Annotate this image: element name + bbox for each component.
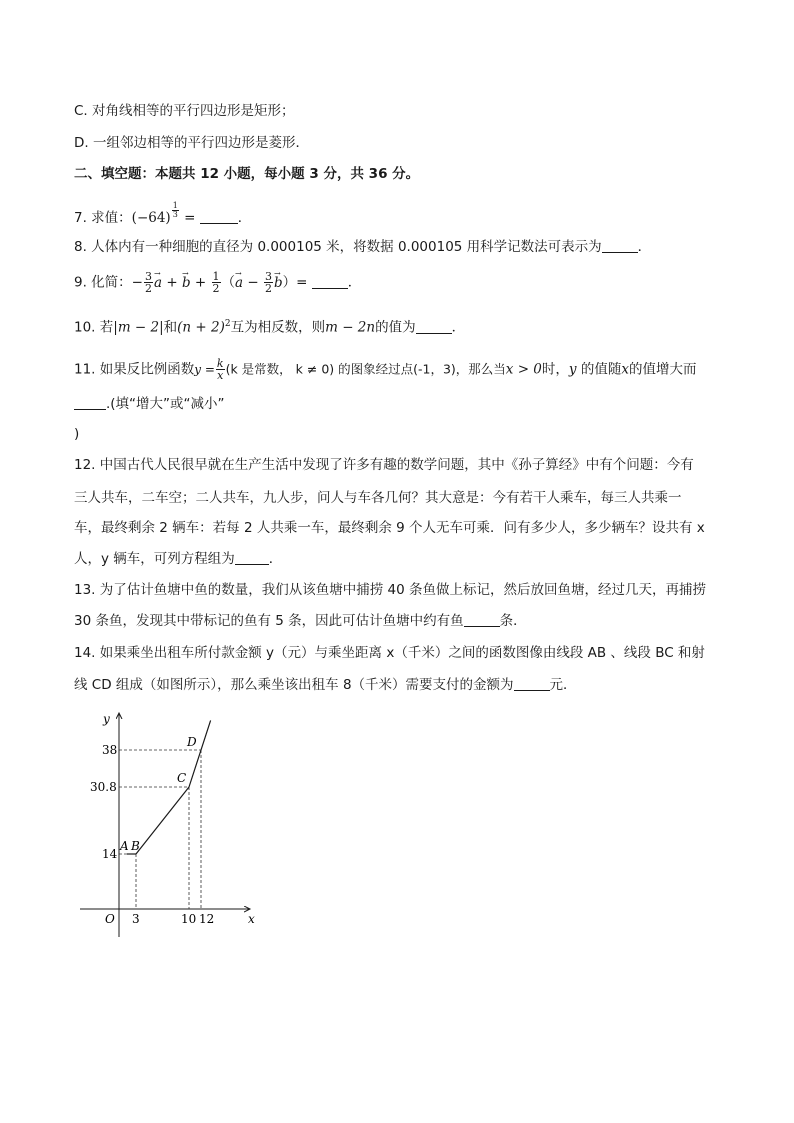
question-12-line-1: 12. 中国古代人民很早就在生产生活中发现了许多有趣的数学问题，其中《孙子算经》中有个问题：今有 [74, 457, 694, 473]
segment-bc [136, 787, 189, 854]
x-axis-label: x [248, 912, 255, 926]
q7-base: (−64) [131, 210, 171, 226]
x-tick-label: 10 [181, 912, 197, 926]
q7-prefix: 7. 求值： [74, 210, 132, 226]
q8-text: 8. 人体内有一种细胞的直径为 0.000105 米，将数据 0.000105 用科学记数法可表示为 [74, 239, 602, 255]
question-10: 10. 若|m − 2|和$(n + 2)^2$互为相反数，则m − 2n的值为 ． [74, 319, 466, 336]
q10-answer-blank[interactable] [416, 319, 452, 334]
q14-answer-blank[interactable] [514, 676, 550, 691]
q11-answer-blank[interactable] [74, 395, 106, 410]
question-12-line-2: 三人共车，二车空；二人共车，九人步，问人与车各几何？其大意是：今有若干人乘车，每三人共乘一 [74, 490, 682, 506]
question-11-line-2: .(填“增大”或“减小” [74, 394, 225, 414]
y-tick-label: 38 [102, 743, 118, 757]
q7-exponent: $\frac{1}{3}$ [172, 200, 178, 219]
q7-answer-blank[interactable] [200, 209, 238, 224]
point-label-d: D [187, 735, 197, 749]
y-tick-label: 30.8 [90, 780, 117, 794]
question-9: 9. 化简：− $\frac{3}{2}$ → a + → b + $\frac{1}{2}$ （→ a − $\frac{3}{2}$ → b）= ． [74, 271, 361, 294]
option-c: C. 对角线相等的平行四边形是矩形； [74, 103, 295, 119]
question-14-line-1: 14. 如果乘坐出租车所付款金额 y（元）与乘坐距离 x（千米）之间的函数图像由线段 AB 、线段 BC 和射 [74, 645, 705, 661]
option-d: D. 一组邻边相等的平行四边形是菱形． [74, 135, 309, 151]
q13-answer-blank[interactable] [464, 612, 500, 627]
question-8: 8. 人体内有一种细胞的直径为 0.000105 米，将数据 0.000105 用科学记数法可表示为 ． [74, 239, 652, 255]
question-12-line-3: 车，最终剩余 2 辆车：若每 2 人共乘一车，最终剩余 9 个人无车可乘．问有多少人，多少辆车？设共有 x [74, 520, 705, 536]
q10-abs-expr: |m − 2| [113, 319, 164, 336]
x-tick-label: 12 [199, 912, 215, 926]
q10-square-expr: (n + 2) [177, 319, 225, 336]
question-14-line-2: 线 CD 组成（如图所示），那么乘坐该出租车 8（千米）需要支付的金额为 元． [74, 677, 577, 693]
question-13-line-1: 13. 为了估计鱼塘中鱼的数量，我们从该鱼塘中捕捞 40 条鱼做上标记，然后放回鱼塘，经过几天，再捕捞 [74, 582, 707, 598]
q9-frac-1: $\frac{3}{2}$ [144, 270, 152, 295]
q11-function-frac: $\frac{k}{x}$ [216, 357, 224, 382]
ray-cd [189, 720, 211, 787]
x-tick-label: 3 [132, 912, 140, 926]
section-heading: 二、填空题：本题共 12 小题，每小题 3 分，共 36 分。 [74, 166, 420, 182]
point-label-c: C [177, 771, 187, 785]
y-tick-label: 14 [102, 847, 118, 861]
question-13-line-2: 30 条鱼，发现其中带标记的鱼有 5 条，因此可估计鱼塘中约有鱼 条． [74, 613, 527, 629]
point-label-b: B [131, 839, 140, 853]
question-11-line-3: ) [74, 426, 80, 442]
q9-frac-3: $\frac{3}{2}$ [264, 270, 272, 295]
question-7: 7. 求值：(−64) $\frac{1}{3}$ = ． [74, 200, 252, 226]
origin-label: O [105, 912, 115, 926]
point-label-a: A [120, 839, 129, 853]
q12-answer-blank[interactable] [235, 550, 269, 565]
y-axis-label: y [103, 712, 110, 726]
q9-prefix: 9. 化简：− [74, 274, 143, 291]
q9-frac-2: $\frac{1}{2}$ [212, 270, 220, 295]
fare-graph [70, 705, 270, 945]
question-12-line-4: 人，y 辆车，可列方程组为 ． [74, 551, 283, 567]
question-11: 11. 如果反比例函数y = $\frac{k}{x}$ (k 是常数， k ≠ 0) 的图象经过点(-1，3)，那么当x > 0时，y 的值随x的值增大而 [74, 357, 697, 382]
q9-answer-blank[interactable] [312, 274, 348, 289]
q10-target-expr: m − 2n [325, 319, 376, 336]
q8-answer-blank[interactable] [602, 238, 638, 253]
